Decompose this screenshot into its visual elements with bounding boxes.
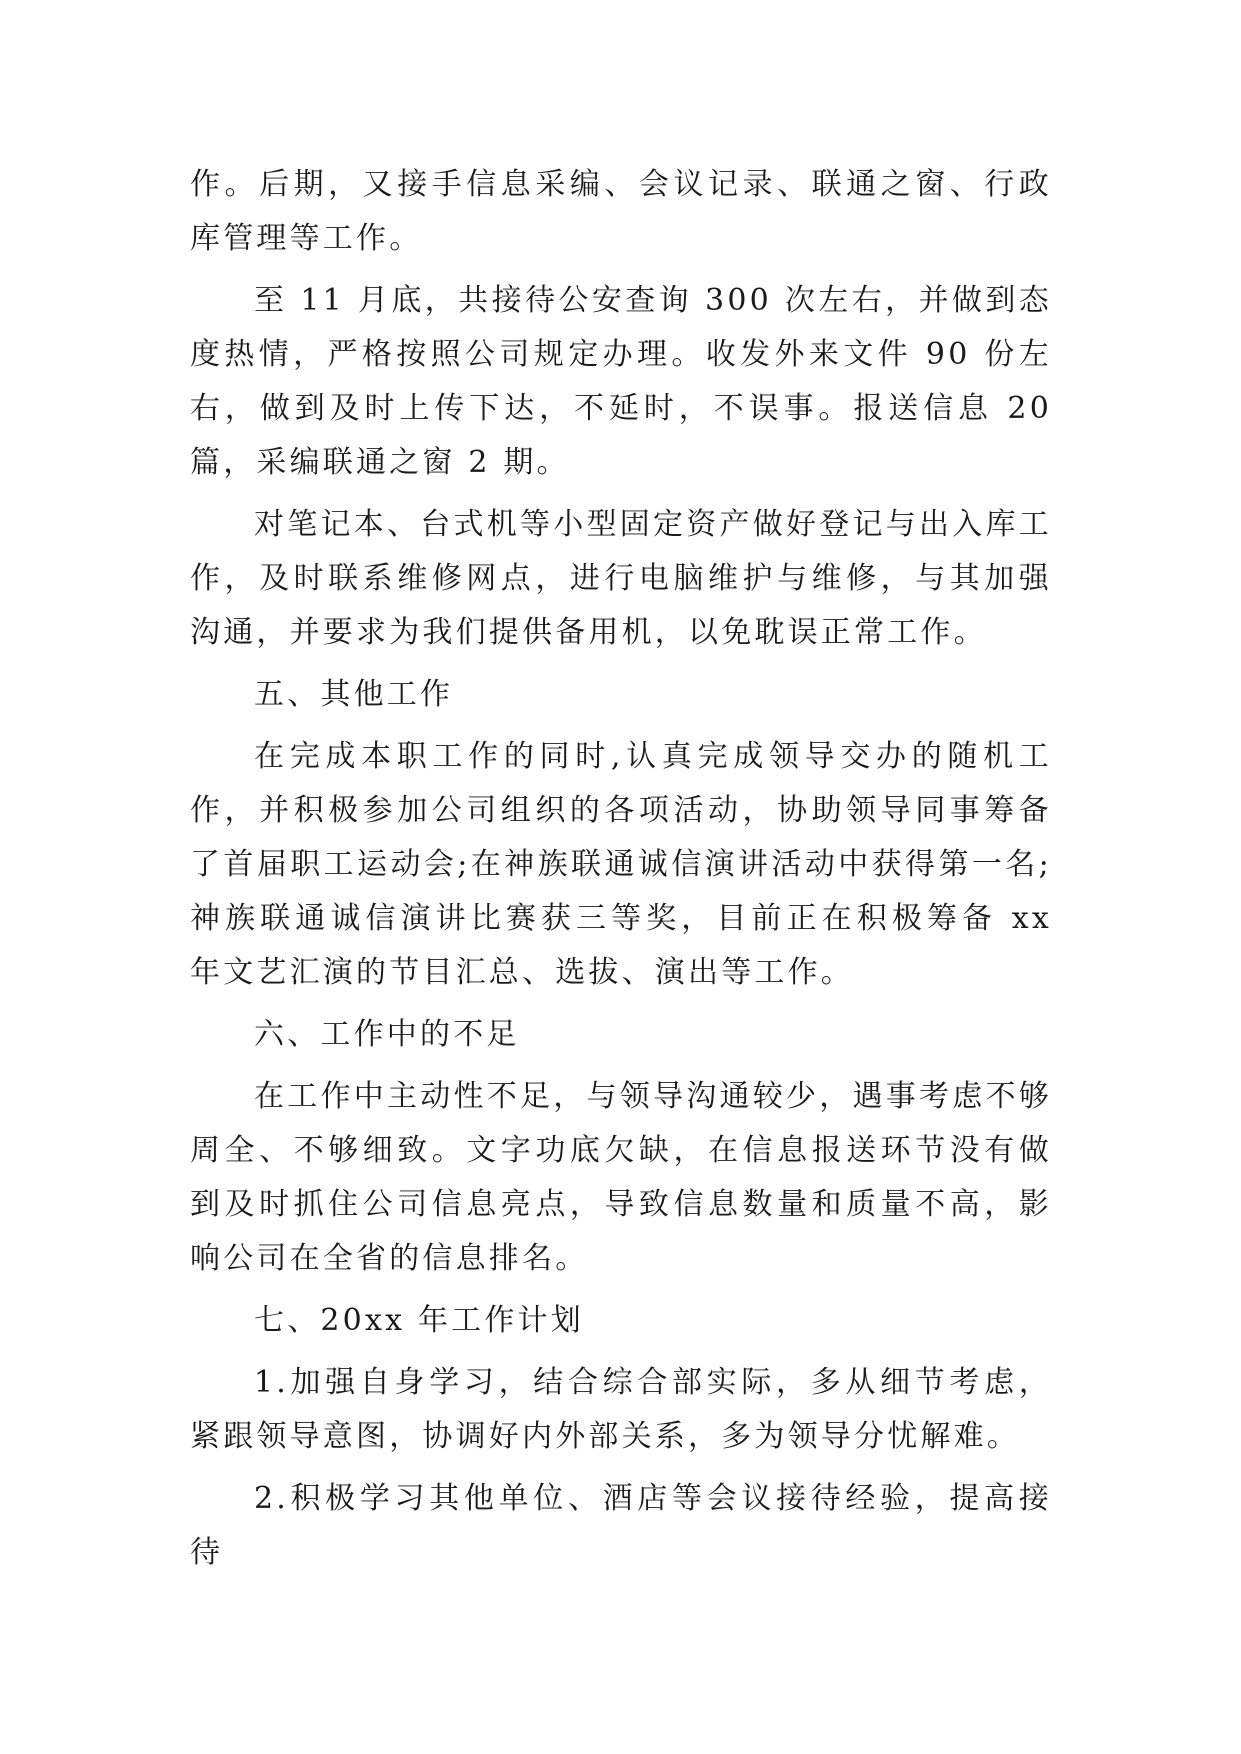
section-heading-shortcomings: 六、工作中的不足 xyxy=(254,1017,520,1052)
paragraph-other-work: 在完成本职工作的同时,认真完成领导交办的随机工作，并积极参加公司组织的各项活动，协助领导同事筹备了首届职工运动会;在神族联通诚信演讲活动中获得第一名;神族联通诚信演讲比赛获三等奖，目前正在积极筹备 xx 年文艺汇演的节目汇总、选拔、演出等工作。 xyxy=(190,739,1052,990)
paragraph-plan-item-2: 2.积极学习其他单位、酒店等会议接待经验，提高接待 xyxy=(190,1481,1052,1570)
section-heading-other-work: 五、其他工作 xyxy=(254,677,454,712)
paragraph-plan-item-1: 1.加强自身学习，结合综合部实际，多从细节考虑，紧跟领导意图，协调好内外部关系，多为领导分忧解难。 xyxy=(190,1365,1052,1454)
document-body xyxy=(190,158,1052,1580)
section-heading-work-plan: 七、20xx 年工作计划 xyxy=(254,1303,584,1338)
paragraph-continuation: 作。后期，又接手信息采编、会议记录、联通之窗、行政库管理等工作。 xyxy=(190,167,1052,256)
paragraph-asset-management: 对笔记本、台式机等小型固定资产做好登记与出入库工作，及时联系维修网点，进行电脑维护与维修，与其加强沟通，并要求为我们提供备用机，以免耽误正常工作。 xyxy=(190,507,1052,650)
paragraph-shortcomings: 在工作中主动性不足，与领导沟通较少，遇事考虑不够周全、不够细致。文字功底欠缺，在信息报送环节没有做到及时抓住公司信息亮点，导致信息数量和质量不高，影响公司在全省的信息排名。 xyxy=(190,1079,1052,1276)
paragraph-reception-stats: 至 11 月底，共接待公安查询 300 次左右，并做到态度热情，严格按照公司规定办理。收发外来文件 90 份左右，做到及时上传下达，不延时，不误事。报送信息 20 篇，采编联通之窗 2 期。 xyxy=(190,283,1052,480)
